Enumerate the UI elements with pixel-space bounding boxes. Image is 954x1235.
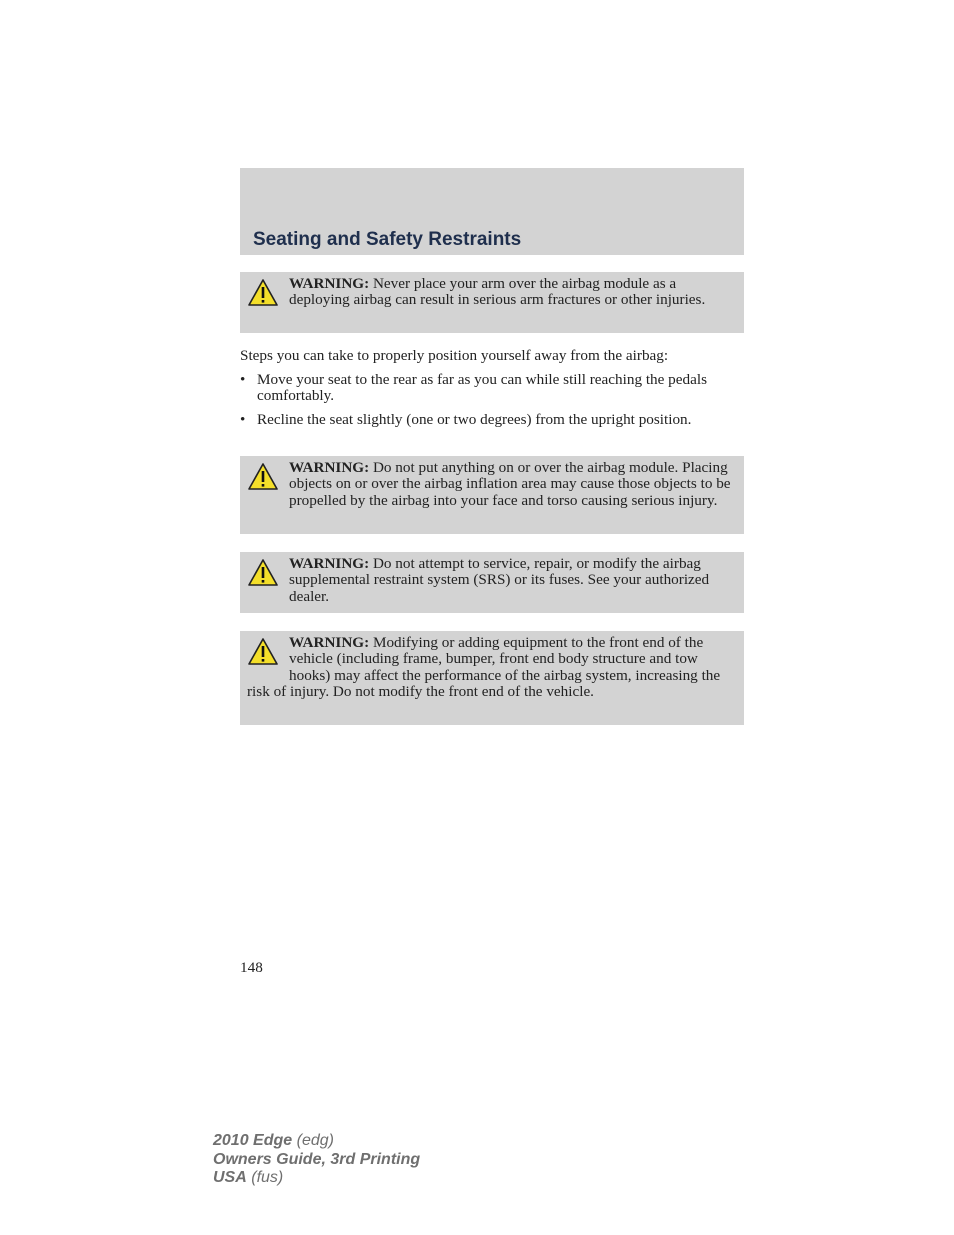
list-item-text: Move your seat to the rear as far as you can while still reaching the pedals comfortably. bbox=[257, 371, 707, 405]
warning-triangle-icon bbox=[247, 637, 279, 669]
footer-market: USA bbox=[213, 1169, 247, 1186]
footer-line-market bbox=[213, 1169, 420, 1188]
list-item-text: Recline the seat slightly (one or two degrees) from the upright position. bbox=[257, 410, 692, 428]
document-footer bbox=[213, 1132, 420, 1188]
warning-box-arm bbox=[240, 272, 744, 333]
list-item bbox=[240, 372, 744, 405]
warning-label: WARNING: bbox=[289, 555, 370, 572]
warning-triangle-icon bbox=[247, 278, 279, 310]
warning-box-objects bbox=[240, 456, 744, 534]
footer-guide-edition: Owners Guide, 3rd Printing bbox=[213, 1150, 421, 1168]
section-header-band bbox=[240, 168, 744, 255]
warning-box-service bbox=[240, 552, 744, 613]
footer-line-model bbox=[213, 1132, 420, 1151]
warning-text: Do not attempt to service, repair, or modify the airbag supplemental restraint system (SRS) or its fuses. See your authorized dealer. bbox=[289, 555, 710, 605]
footer-model-code: (edg) bbox=[296, 1132, 334, 1149]
bullet-list bbox=[240, 372, 744, 435]
intro-text: Steps you can take to properly position yourself away from the airbag: bbox=[240, 347, 669, 364]
warning-box-front-end bbox=[240, 631, 744, 725]
footer-model: 2010 Edge bbox=[213, 1132, 293, 1149]
warning-label: WARNING: bbox=[289, 459, 370, 476]
warning-label: WARNING: bbox=[289, 634, 370, 651]
footer-market-code: (fus) bbox=[251, 1169, 284, 1186]
page-title: Seating and Safety Restraints bbox=[253, 229, 522, 250]
warning-label: WARNING: bbox=[289, 275, 370, 292]
warning-triangle-icon bbox=[247, 558, 279, 590]
bullet-glyph: • bbox=[240, 371, 246, 388]
bullet-glyph: • bbox=[240, 410, 246, 428]
list-item bbox=[240, 412, 744, 428]
warning-text: Modifying or adding equipment to the front end of the vehicle (including frame, bumper, front end body structure and tow hooks) may affect the performance of the airbag system, increasing the risk of injury. Do not modify the front end of the vehicle. bbox=[247, 634, 721, 701]
page-number: 148 bbox=[240, 959, 263, 976]
warning-triangle-icon bbox=[247, 462, 279, 494]
warning-text: Never place your arm over the airbag module as a deploying airbag can result in serious arm fractures or other injuries. bbox=[289, 275, 706, 309]
warning-text: Do not put anything on or over the airbag module. Placing objects on or over the airbag inflation area may cause those objects to be propelled by the airbag into your face and torso causing serious injury. bbox=[289, 459, 731, 509]
